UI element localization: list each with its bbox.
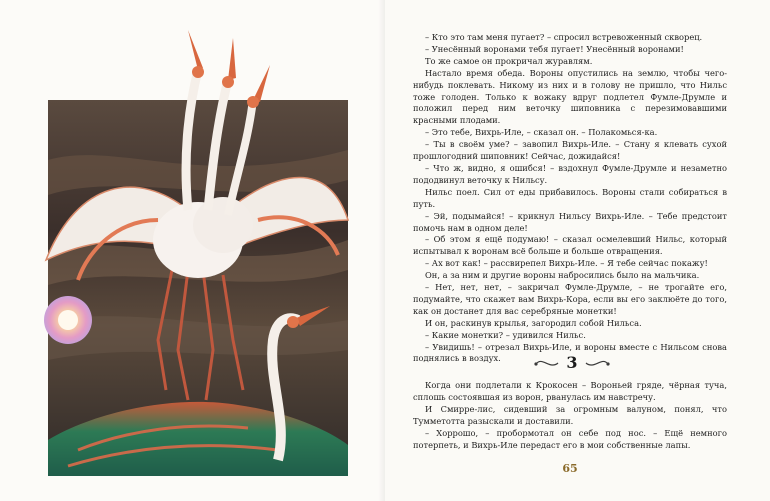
paragraph: То же самое он прокричал журавлям. (425, 55, 593, 66)
paragraph: – Какие монетки? – удивился Нильс. (425, 329, 586, 340)
paragraph: – Это тебе, Вихрь-Иле, – сказал он. – Полакомься-ка. (425, 127, 658, 138)
chapter-number: 3 (566, 353, 578, 372)
page-number: 65 (562, 462, 578, 475)
paragraph: Он, а за ним и другие вороны набросились было на мальчика. (425, 270, 700, 281)
paragraph: – Эй, подымайся! – крикнул Нильсу Вихрь-Иле. – Тебе предстоит помочь нам в одном деле! (413, 210, 727, 233)
paragraph: – Хоррошо, – пробормотал он себе под нос. – Ещё немного потерпеть, и Вихрь-Иле передаст его в мои собственные лапы. (413, 427, 727, 450)
paragraph: – Увидишь! – отрезал Вихрь-Иле, и вороны вместе с Нильсом снова поднялись в воздух. (413, 341, 727, 364)
paragraph: Нильс поел. Сил от еды прибавилось. Вороны стали собираться в путь. (413, 186, 727, 209)
story-text-continued (413, 380, 727, 451)
paragraph: И Смирре-лис, сидевший за огромным валуном, понял, что Тумметотта разыскали и доставили. (413, 403, 727, 426)
chapter-heading (532, 352, 612, 374)
paragraph: – Ты в своём уме? – завопил Вихрь-Иле. – Стану я клевать сухой прошлогодний шиповник! Сейчас, дожидайся! (413, 139, 727, 162)
paragraph: – Унесённый воронами тебя пугает! Унесённый воронами! (425, 43, 684, 54)
paragraph: И он, раскинув крылья, загородил собой Нильса. (425, 317, 642, 328)
paragraph: – Нет, нет, нет, – закричал Фумле-Друмле, – не трогайте его, подумайте, что скажет вам Вихрь-Кора, если вы его заклюёте до того, как он достанет для вас серебряные монетки! (413, 282, 727, 316)
paragraph: – Что ж, видно, я ошибся! – вздохнул Фумле-Друмле и незаметно пододвинул веточку к Нильсу. (413, 162, 727, 185)
cranes-illustration (38, 20, 358, 480)
paragraph: – Об этом я ещё подумаю! – сказал осмелевший Нильс, который испытывал к воронам всё больше и больше отвращения. (413, 234, 727, 257)
paragraph: Когда они подлетали к Крокосен – Вороньей гряде, чёрная туча, сплошь состоявшая из ворон, рванулась им навстречу. (413, 380, 727, 402)
paragraph: – Кто это там меня пугает? – спросил встревоженный скворец. (425, 32, 703, 42)
paragraph: – Ах вот как! – рассвирепел Вихрь-Иле. – Я тебе сейчас покажу! (425, 258, 708, 269)
paragraph: Настало время обеда. Вороны опустились на землю, чтобы чего-нибудь поклевать. Никому из них и в голову не пришло, что Нильс тоже голоден. Только к вожаку вдруг подлетел Фумле-Друмле и положил перед ним веточку шиповника с перезимовавшими красными плодами. (413, 67, 727, 126)
story-text (413, 32, 727, 365)
